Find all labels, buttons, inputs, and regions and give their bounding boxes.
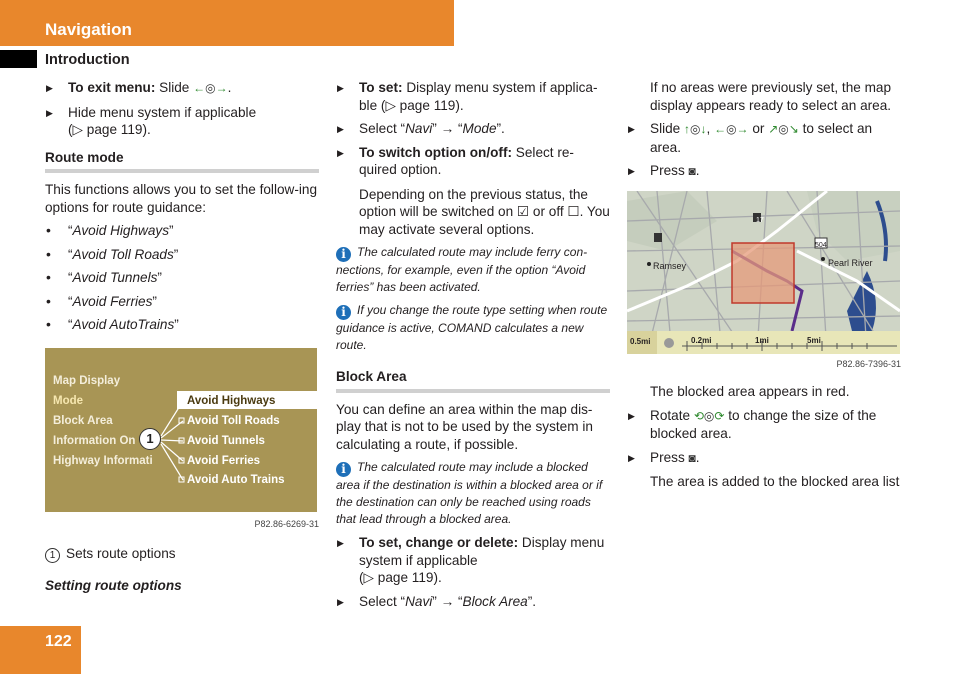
instruction-slide: ▶ Slide ↑◎↓, ←◎→ or ↗◎↘ to select an area. <box>627 120 901 156</box>
instruction-select-mode: ▶ Select “Navi” → “Mode”. <box>336 120 610 138</box>
map-scale-5: 5mi <box>807 335 821 345</box>
blocked-red-paragraph: The blocked area appears in red. <box>650 384 850 399</box>
section-marker <box>0 50 37 68</box>
column-1 <box>45 79 319 601</box>
rotate-knob-icon: ⟲◎⟳ <box>693 408 725 423</box>
route-options-screenshot <box>45 348 317 512</box>
depending-paragraph: Depending on the previous status, the option will be switched on ☑ or off ☐. You may activate several options. <box>359 186 610 237</box>
slide-left-right-icon: ←◎→ <box>714 122 749 136</box>
blocked-area-map <box>627 191 900 354</box>
figure-legend: 1 Sets route options <box>45 545 319 563</box>
instruction-set-change-delete: ▶ To set, change or delete: Display menu system if applicable (▷ page 119). <box>336 534 610 587</box>
menu-information-on: Information On <box>53 434 136 447</box>
instruction-rotate: ▶ Rotate ⟲◎⟳ to change the size of the blocked area. <box>627 407 901 443</box>
callout-lines <box>45 348 317 512</box>
map-scale-02: 0.2mi <box>691 335 712 345</box>
menu-map-display: Map Display <box>53 374 121 387</box>
block-area-intro: You can define an area within the map dis-play that is not to be used by the system in calculating a route, if possible. <box>336 401 593 452</box>
map-scale-1: 1mi <box>755 335 769 345</box>
info-note-blocked-area: i The calculated route may include a blocked area if the destination is within a blocked area or if the destination can only be reached using roads that lead through a blocked area. <box>336 460 603 526</box>
added-paragraph: The area is added to the blocked area list <box>650 474 900 489</box>
page-number: 122 <box>45 633 72 650</box>
press-button-icon: ◙ <box>688 450 696 465</box>
instruction-press: ▶ Press ◙. <box>627 162 901 181</box>
instruction-hide-menu: ▶ Hide menu system if applicable (▷ page 119). <box>45 104 319 139</box>
slide-left-right-icon: ←◎→ <box>193 81 228 95</box>
route-mode-intro: This functions allows you to set the follow-ing options for route guidance: <box>45 182 318 215</box>
option-item: • “Avoid AutoTrains” <box>45 316 319 334</box>
option-item: • “Avoid Highways” <box>45 222 319 240</box>
route-option-avoid-toll-roads: Avoid Toll Roads <box>187 414 280 427</box>
menu-highway-information: Highway Informati <box>53 454 153 467</box>
figure-reference: P82.86-7396-31 <box>836 358 901 369</box>
route-option-avoid-ferries: Avoid Ferries <box>187 454 261 467</box>
route-option-avoid-auto-trains: Avoid Auto Trains <box>187 473 285 486</box>
figure-reference: P82.86-6269-31 <box>254 518 319 529</box>
instruction-select-block-area: ▶ Select “Navi” → “Block Area”. <box>336 593 610 611</box>
chapter-title: Navigation <box>45 20 132 39</box>
info-note-ferry: i The calculated route may include ferry con-nections, for example, even if the option “Avoid ferries” has been activated. <box>336 245 588 294</box>
slide-diagonal-icon: ↗◎↘ <box>768 122 799 136</box>
no-areas-paragraph: If no areas were previously set, the map display appears ready to select an area. <box>650 80 892 113</box>
subhead-block-area: Block Area <box>336 368 610 393</box>
map-scale-current: 0.5mi <box>630 336 651 346</box>
instruction-exit-menu: ▶ To exit menu: Slide ←◎→. <box>45 79 319 98</box>
arrow-right-icon: → <box>440 121 455 136</box>
column-2 <box>336 79 610 616</box>
menu-block-area: Block Area <box>53 414 113 427</box>
option-item: • “Avoid Toll Roads” <box>45 246 319 264</box>
menu-mode: Mode <box>53 394 84 407</box>
callout-1: 1 <box>139 428 161 450</box>
instruction-press: ▶ Press ◙. <box>627 449 901 468</box>
subhead-route-mode: Route mode <box>45 149 319 174</box>
legend-number-icon: 1 <box>45 548 60 563</box>
info-icon: i <box>336 305 351 320</box>
option-item: • “Avoid Tunnels” <box>45 269 319 287</box>
instruction-switch-option: ▶ To switch option on/off: Select re-quired option. <box>336 144 610 179</box>
figure-caption: Setting route options <box>45 578 182 593</box>
route-option-avoid-tunnels: Avoid Tunnels <box>187 434 265 447</box>
map-label-ramsey: Ramsey <box>653 260 687 271</box>
info-icon: i <box>336 247 351 262</box>
slide-up-down-icon: ↑◎↓ <box>684 122 707 136</box>
column-3 <box>627 79 901 497</box>
press-button-icon: ◙ <box>688 164 696 178</box>
info-icon: i <box>336 462 351 477</box>
map-road-17: 17 <box>756 216 764 224</box>
option-item: • “Avoid Ferries” <box>45 293 319 311</box>
map-road-504: 504 <box>815 241 827 249</box>
arrow-right-icon: → <box>440 593 455 609</box>
instruction-to-set: ▶ To set: Display menu system if applica-ble (▷ page 119). <box>336 79 610 114</box>
map-label-pearl-river: Pearl River <box>828 257 873 268</box>
section-title: Introduction <box>45 52 130 68</box>
route-option-avoid-highways: Avoid Highways <box>177 391 317 409</box>
info-note-route-type: i If you change the route type setting when route guidance is active, COMAND calculates a new route. <box>336 303 608 352</box>
